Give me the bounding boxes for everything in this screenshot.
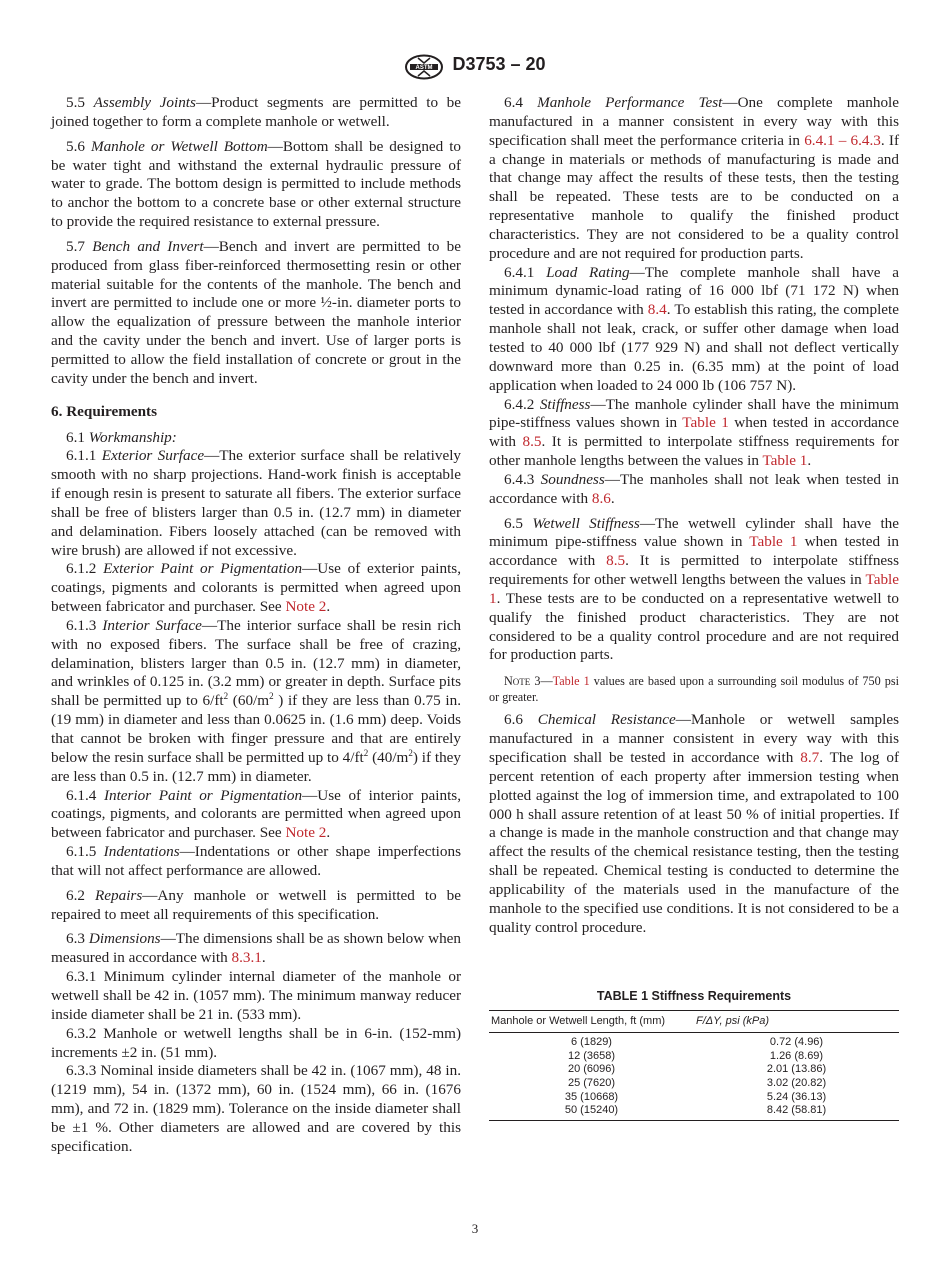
page-header	[0, 54, 950, 84]
table-header-stiffness: F/ΔY, psi (kPa)	[694, 1011, 899, 1033]
table-1-link[interactable]: Table 1	[762, 452, 808, 470]
para-6-1: 6.1 Workmanship:	[66, 428, 177, 446]
para-6-3: 6.3 Dimensions—The dimensions shall be as shown below when measured in accordance with 8.3.1.	[51, 930, 461, 967]
para-6-4-3: 6.4.3 Soundness—The manholes shall not leak when tested in accordance with 8.6.	[489, 470, 899, 507]
para-6-3-1: 6.3.1 Minimum cylinder internal diameter of the manhole or wetwell shall be 42 in. (1057 mm). The minimum manway reducer inside diameter shall be 21 in. (533 mm).	[51, 968, 462, 1023]
section-6-heading: 6. Requirements	[51, 402, 158, 420]
table-1-link[interactable]: Table 1	[682, 414, 729, 432]
para-6-1-1: 6.1.1 Exterior Surface—The exterior surface shall be relatively smooth with no sharp projections. Hand-work finish is acceptable if enough resin is present to saturate all fibers. The exterior surface shall be free of blisters larger than 0.5 in. (12.7 mm) in diameter and delamination. Fibers loosely attached (can be removed with wire brush) are allowed if not excessive.	[51, 447, 462, 559]
section-8-5-link[interactable]: 8.5	[522, 433, 542, 451]
note-2-link[interactable]: Note 2	[285, 598, 327, 616]
page-number: 3	[471, 1221, 479, 1236]
para-6-2: 6.2 Repairs—Any manhole or wetwell is permitted to be repaired to meet all requirements of this specification.	[51, 886, 462, 923]
table-row: 35 (10668) 5.24 (36.13)	[564, 1090, 827, 1103]
para-6-1-5: 6.1.5 Indentations—Indentations or other shape imperfections that will not affect performance are allowed.	[51, 843, 461, 879]
para-6-6: 6.6 Chemical Resistance—Manhole or wetwell samples manufactured in a manner consistent in every way with this specification shall be tested in accordance with 8.7. The log of percent retention of each property after immersion testing when plotted against the log of immersion time, and extrapolated to 100 000 h shall assure retention of at least 50 % of initial properties. If a change is made in the manhole construction and that change may affect the results of the chemical resistance testing, then the testing shall be repeated. Chemical testing is conducted to determine the applicability of the materials used in the manufacture of the manhole to the specified use conditions. It is not considered to be a quality control procedure.	[489, 711, 900, 936]
table-row: 50 (15240) 8.42 (58.81)	[489, 1104, 899, 1120]
para-6-1-3: 6.1.3 Interior Surface—The interior surface shall be resin rich with no exposed fibers. The surface shall be free of crazing, delamination, blisters larger than 0.5 in. (12.7 mm) in diameter, and wrinkles of 0.125 in. (3.2 mm) or greater in depth. Surface pits shall be permitted up to $6/ft^2$ ($60/m^2$ ) if they are less than 0.75 in. (19 mm) in diameter and less than 0.0625 in. (1.6 mm) deep. Voids that cannot be broken with finger pressure and that are entirely below the resin surface shall be permitted up to $4/ft^2$ $(40/m^2)$ if they are less than 0.5 in. (12.7 mm) in diameter.	[51, 616, 462, 785]
para-5-5: 5.5 Assembly Joints—Product segments are permitted to be joined together to form a complete manhole or wetwell.	[51, 94, 462, 130]
table-1-title: TABLE 1 Stiffness Requirements	[596, 989, 792, 1004]
para-6-4: 6.4 Manhole Performance Test—One complete manhole manufactured in a manner consistent in every way with this specification shall meet the performance criteria in 6.4.1 – 6.4.3. If a change in materials or methods of manufacturing is made and that change may affect the results of these tests, then the testing shall be repeated. These tests are to be conducted on a representative manhole to qualify the finished product characteristics. They are not considered to be a quality control procedure and are not required for production parts.	[489, 94, 900, 262]
stiffness-table	[489, 1010, 899, 1121]
left-column	[51, 94, 461, 1157]
section-8-5-link[interactable]: 8.5	[606, 552, 626, 570]
para-6-1-2: 6.1.2 Exterior Paint or Pigmentation—Use of exterior paints, coatings, pigments and colorants is permitted when agreed upon between fabricator and purchaser. See Note 2.	[51, 560, 461, 616]
section-8-7-link[interactable]: 8.7	[800, 749, 820, 766]
table-row: 12 (3658) 1.26 (8.69)	[567, 1049, 824, 1062]
table-row: 6 (1829) 0.72 (4.96)	[571, 1036, 824, 1049]
table-1-link[interactable]: Table 1	[489, 571, 899, 607]
section-6-4-1-link[interactable]: 6.4.1 – 6.4.3	[804, 131, 881, 149]
para-6-4-2: 6.4.2 Stiffness—The manhole cylinder shall have the minimum pipe-stiffness values shown in Table 1 when tested in accordance with 8.5. It is permitted to interpolate stiffness requirements for other manhole lengths between the values in Table 1.	[489, 395, 899, 470]
svg-text:ASTM: ASTM	[415, 65, 433, 72]
table-1-link[interactable]: Table 1	[749, 533, 798, 551]
table-row: 20 (6096) 2.01 (13.86)	[567, 1063, 827, 1076]
para-5-7: 5.7 Bench and Invert—Bench and invert are permitted to be produced from glass fiber-reinforced thermosetting resin or other material suitable for the contents of the manhole. The bench and invert are permitted to include one or more ½-in. diameter ports to allow the equalization of pressure between the manhole interior and the cavity under the bench and invert. Use of larger ports is permitted to allow the field installation of concrete or grout in the cavity under the bench and invert.	[51, 237, 462, 387]
table-row: 25 (7620) 3.02 (20.82)	[567, 1077, 827, 1090]
table-1-link[interactable]: Table 1	[552, 674, 590, 689]
para-6-1-4: 6.1.4 Interior Paint or Pigmentation—Use of interior paints, coatings, pigments, and colorants are permitted when agreed upon between fabricator and purchaser. See Note 2.	[51, 786, 461, 842]
para-6-5: 6.5 Wetwell Stiffness—The wetwell cylinder shall have the minimum pipe-stiffness value shown in Table 1 when tested in accordance with 8.5. It is permitted to interpolate stiffness requirements for other wetwell lengths between the values in Table 1. These tests are to be conducted on a representative wetwell to qualify the finished product characteristics. They are not considered to be a quality control procedure and are not required for production parts.	[489, 514, 900, 664]
section-8-4-link[interactable]: 8.4	[647, 301, 667, 319]
para-6-3-3: 6.3.3 Nominal inside diameters shall be 42 in. (1067 mm), 48 in. (1219 mm), 54 in. (1372 mm), 60 in. (1524 mm), 66 in. (1676 mm), and 72 in. (1829 mm). Tolerance on the inside diameter shall be ±1 %. Other diameters are allowed and are covered by this specification.	[51, 1062, 461, 1155]
section-8-3-1-link[interactable]: 8.3.1	[231, 949, 262, 967]
astm-logo-icon	[404, 54, 444, 80]
right-column	[489, 94, 899, 1121]
note-2-link[interactable]: Note 2	[285, 824, 327, 842]
section-8-6-link[interactable]: 8.6	[591, 489, 611, 507]
para-6-4-1: 6.4.1 Load Rating—The complete manhole shall have a minimum dynamic-load rating of 16 000 lbf (71 172 N) when tested in accordance with 8.4. To establish this rating, the complete manhole shall not leak, crack, or suffer other damage when load tested to 40 000 lbf (177 929 N) and shall not deflect vertically downward more than 0.25 in. (6.35 mm) at the point of load application when loaded to 24 000 lb (106 757 N).	[489, 263, 899, 394]
para-6-3-2: 6.3.2 Manhole or wetwell lengths shall be in 6-in. (152-mm) increments ±2 in. (51 mm).	[51, 1024, 462, 1061]
note-3: Note 3—Table 1 values are based upon a surrounding soil modulus of 750 psi or greater.	[489, 674, 899, 705]
doc-number: D3753 – 20	[452, 53, 546, 74]
table-header-length: Manhole or Wetwell Length, ft (mm)	[489, 1011, 694, 1033]
para-5-6: 5.6 Manhole or Wetwell Bottom—Bottom shall be designed to be water tight and withstand the external hydraulic pressure of water to grade. The bottom design is permitted to include methods to anchor the bottom to a concrete base or other external structure to provide the required resistance to external pressure.	[51, 137, 462, 231]
